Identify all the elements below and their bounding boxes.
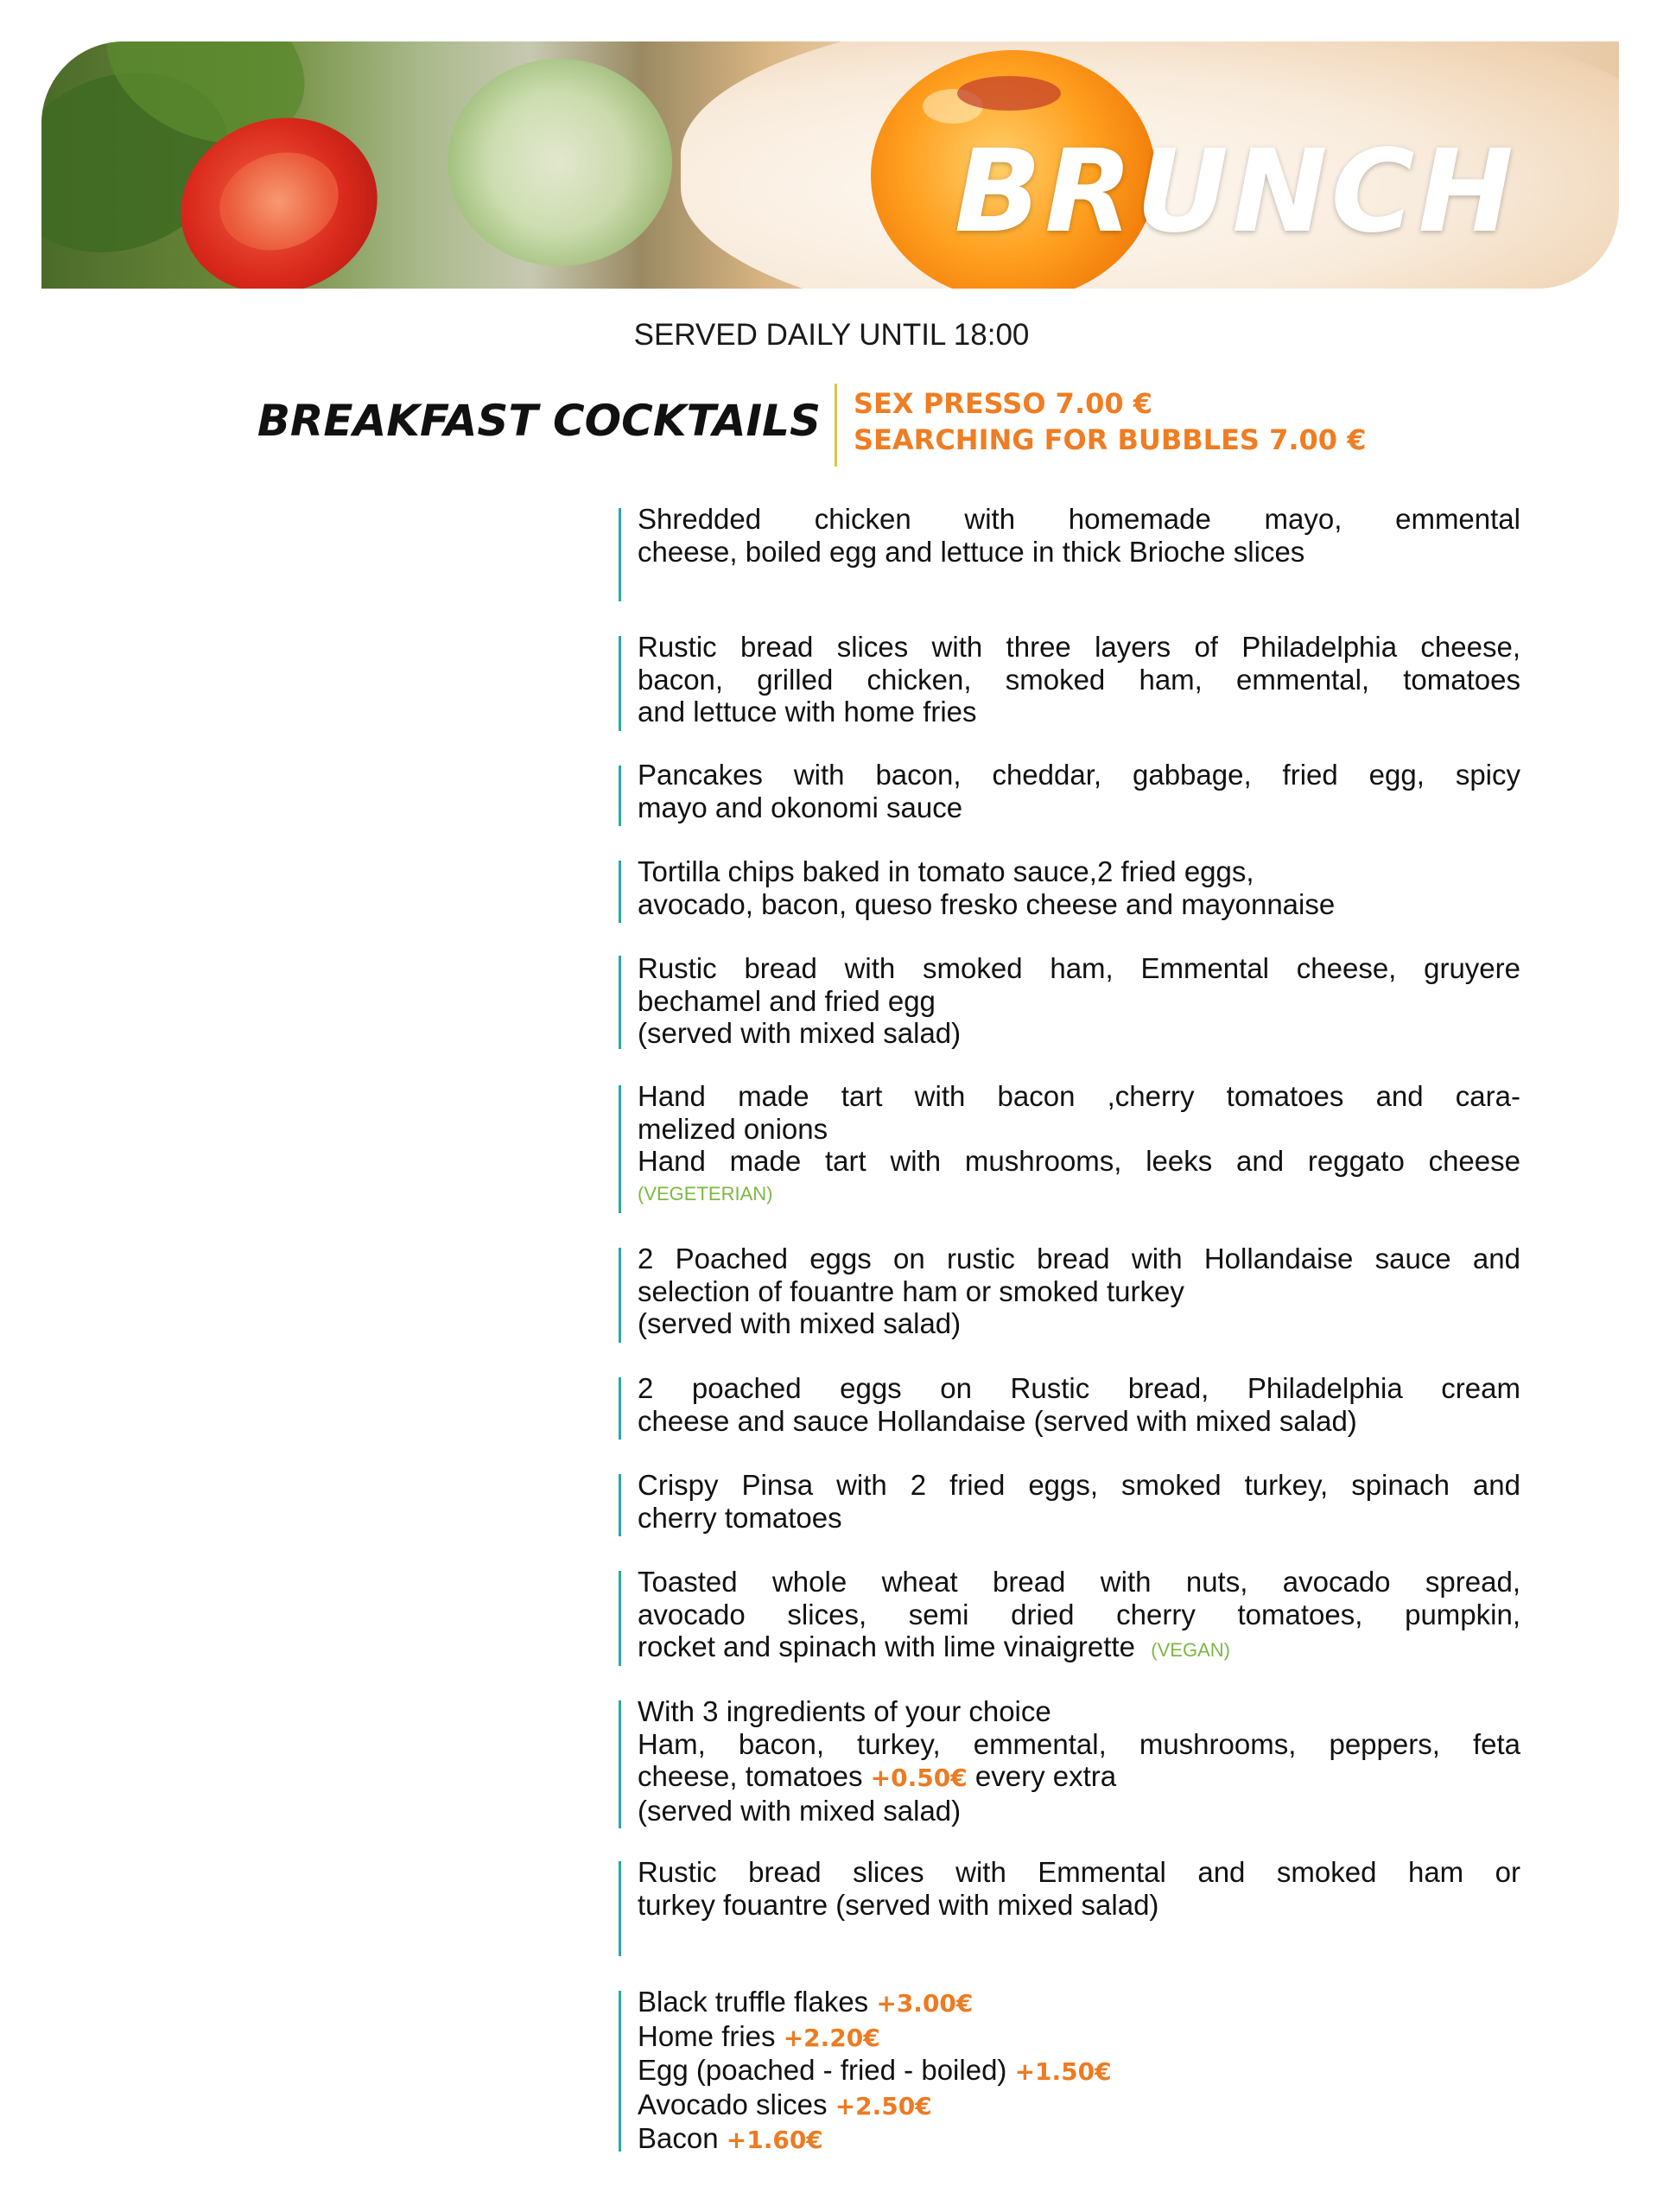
extra-label: Avocado slices	[638, 2088, 828, 2120]
description-line: and lettuce with home fries	[638, 696, 977, 728]
extra-price: +2.20€	[783, 2023, 880, 2052]
menu-item-description	[638, 1566, 1520, 1667]
serving-hours: SERVED DAILY UNTIL 18:00	[633, 318, 1030, 352]
menu-item-description	[638, 1856, 1520, 1921]
menu-item-description	[638, 503, 1520, 568]
menu-item-description	[638, 1372, 1520, 1437]
menu-item-description	[638, 1243, 1520, 1340]
menu-item-divider	[619, 1377, 621, 1440]
cocktail-item: SEX PRESSO 7.00 €	[854, 387, 1153, 420]
menu-item-divider	[619, 508, 621, 601]
menu-item-divider	[619, 766, 621, 826]
description-line: Rustic bread slices with Emmental and smoked ham or	[638, 1856, 1520, 1888]
extra-item	[638, 2088, 1520, 2123]
menu-item-divider	[619, 1700, 621, 1828]
description-line: bechamel and fried egg	[638, 984, 936, 1017]
menu-item-description	[638, 1080, 1520, 1210]
description-line: every extra	[974, 1760, 1117, 1792]
extra-price: +1.60€	[726, 2126, 823, 2154]
extra-price: +3.00€	[876, 1989, 974, 2018]
description-line: (served with mixed salad)	[638, 1794, 962, 1827]
menu-item-description	[638, 1469, 1520, 1534]
description-line: Rustic bread with smoked ham, Emmental cheese, gruyere	[638, 952, 1520, 984]
cucumber-image	[447, 59, 672, 266]
description-line: Ham, bacon, turkey, emmental, mushrooms, peppers, feta	[638, 1727, 1520, 1760]
menu-item-divider	[619, 956, 621, 1049]
description-line: With 3 ingredients of your choice	[638, 1695, 1051, 1727]
description-line: avocado, bacon, queso fresko cheese and mayonnaise	[638, 887, 1336, 920]
extra-label: Egg (poached - fried - boiled)	[638, 2054, 1007, 2086]
menu-item-divider	[619, 1861, 621, 1956]
extra-label: Home fries	[638, 2019, 776, 2052]
brunch-banner	[41, 41, 1619, 289]
page-title: BRUNCH	[954, 125, 1517, 258]
description-line: bacon, grilled chicken, smoked ham, emmental, tomatoes	[638, 663, 1520, 696]
extra-item	[638, 2054, 1520, 2088]
description-line: cherry tomatoes	[638, 1501, 842, 1534]
extra-ingredient-price: +0.50€	[870, 1764, 968, 1792]
description-line: (served with mixed salad)	[638, 1307, 962, 1339]
extra-label: Bacon	[638, 2122, 719, 2154]
description-line: cheese and sauce Hollandaise (served with mixed salad)	[638, 1404, 1357, 1437]
menu-item-divider	[619, 1085, 621, 1213]
cocktails-list	[854, 385, 1366, 458]
extras-list	[638, 1986, 1520, 2157]
menu-item-divider	[619, 1571, 621, 1666]
description-line: (served with mixed salad)	[638, 1017, 962, 1049]
description-line: Pancakes with bacon, cheddar, gabbage, fried egg, spicy	[638, 759, 1520, 791]
extra-item	[638, 2122, 1520, 2157]
description-line: 2 poached eggs on Rustic bread, Philadelphia cream	[638, 1372, 1520, 1404]
vegan-tag: (VEGAN)	[1151, 1639, 1230, 1661]
extra-item	[638, 2020, 1520, 2055]
description-line: Tortilla chips baked in tomato sauce,2 fried eggs,	[638, 855, 1254, 887]
cocktails-heading: BREAKFAST COCKTAILS	[257, 396, 821, 446]
description-line: turkey fouantre (served with mixed salad)	[638, 1888, 1159, 1921]
menu-item-description	[638, 759, 1520, 823]
vegetarian-tag: (VEGETERIAN)	[638, 1182, 773, 1205]
cocktail-item: SEARCHING FOR BUBBLES 7.00 €	[854, 423, 1367, 456]
menu-item-divider	[619, 1248, 621, 1343]
extra-price: +2.50€	[835, 2091, 932, 2120]
description-line: mayo and okonomi sauce	[638, 791, 963, 823]
microgreen-image	[957, 76, 1061, 111]
menu-item-divider	[619, 1991, 621, 2152]
menu-item-description	[638, 855, 1520, 920]
description-line: melized onions	[638, 1112, 828, 1145]
description-line: avocado slices, semi dried cherry tomatoes, pumpkin,	[638, 1598, 1520, 1630]
description-line: Hand made tart with mushrooms, leeks and reggato cheese	[638, 1145, 1520, 1177]
menu-item-description	[638, 631, 1520, 728]
description-line: 2 Poached eggs on rustic bread with Hollandaise sauce and	[638, 1243, 1520, 1274]
description-line: cheese, tomatoes	[638, 1760, 863, 1792]
description-line: Toasted whole wheat bread with nuts, avocado spread,	[638, 1566, 1520, 1598]
menu-item-divider	[619, 636, 621, 731]
description-line: selection of fouantre ham or smoked turkey	[638, 1274, 1184, 1307]
extra-price: +1.50€	[1014, 2057, 1112, 2086]
extra-label: Black truffle flakes	[638, 1986, 869, 2018]
menu-item-description	[638, 952, 1520, 1050]
description-line: Crispy Pinsa with 2 fried eggs, smoked turkey, spinach and	[638, 1469, 1520, 1501]
description-line: Hand made tart with bacon ,cherry tomatoes and cara-	[638, 1080, 1520, 1112]
description-line: rocket and spinach with lime vinaigrette	[638, 1630, 1135, 1662]
cocktails-divider	[835, 384, 837, 467]
description-line: Rustic bread slices with three layers of Philadelphia cheese,	[638, 631, 1520, 663]
description-line: Shredded chicken with homemade mayo, emmental	[638, 503, 1520, 535]
description-line: cheese, boiled egg and lettuce in thick Brioche slices	[638, 535, 1305, 568]
menu-item-divider	[619, 861, 621, 923]
menu-item-description	[638, 1695, 1520, 1827]
menu-item-divider	[619, 1474, 621, 1536]
extra-item	[638, 1986, 1520, 2020]
